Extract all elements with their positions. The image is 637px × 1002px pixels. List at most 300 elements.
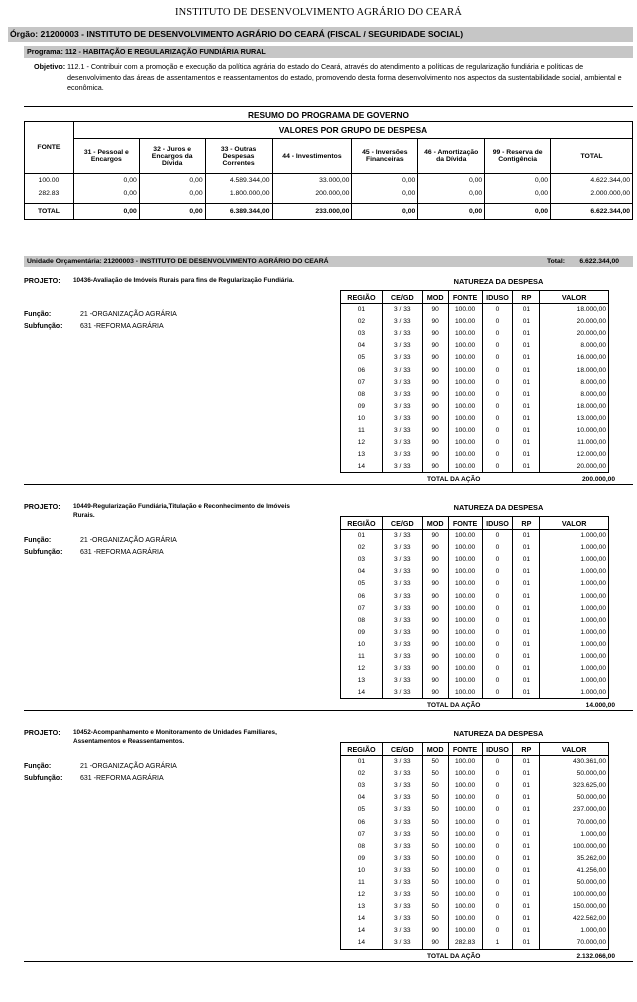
table-cell: 100.00	[448, 340, 482, 352]
table-cell: 01	[513, 352, 540, 364]
table-cell: 02	[341, 768, 383, 780]
table-cell: 50.000,00	[540, 792, 609, 804]
funcao-label: Função:	[24, 763, 52, 770]
table-cell: 3 / 33	[382, 901, 422, 913]
table-cell: 100.00	[448, 626, 482, 638]
projeto-code: 10452	[73, 729, 91, 736]
table-cell: 01	[513, 376, 540, 388]
table-cell: 90	[422, 376, 448, 388]
resumo-value: 2.000.000,00	[551, 188, 633, 200]
table-cell: 100.00	[448, 650, 482, 662]
table-row	[341, 937, 609, 949]
table-cell: 282.83	[448, 937, 482, 949]
table-row	[341, 614, 609, 626]
orgao-header: Órgão: 21200003 - INSTITUTO DE DESENVOLVIMENTO AGRÁRIO DO CEARÁ (FISCAL / SEGURIDADE SOCIAL)	[8, 27, 633, 42]
natureza-column-header: RP	[513, 517, 540, 530]
natureza-column-header: RP	[513, 291, 540, 304]
table-cell: 90	[422, 937, 448, 949]
table-cell: 3 / 33	[382, 792, 422, 804]
resumo-value: 200.000,00	[272, 188, 352, 200]
table-cell: 0	[482, 412, 513, 424]
table-cell: 50	[422, 840, 448, 852]
total-acao-row	[24, 473, 633, 485]
table-cell: 100.00	[448, 590, 482, 602]
table-cell: 04	[341, 566, 383, 578]
resumo-value: 0,00	[139, 188, 205, 200]
funcao-line	[24, 537, 177, 544]
table-cell: 90	[422, 412, 448, 424]
table-row	[341, 304, 609, 316]
table-cell: 1.000,00	[540, 566, 609, 578]
table-cell: 3 / 33	[382, 364, 422, 376]
table-cell: 03	[341, 554, 383, 566]
table-row	[341, 792, 609, 804]
table-cell: 01	[513, 804, 540, 816]
table-cell: 3 / 33	[382, 816, 422, 828]
table-cell: 3 / 33	[382, 614, 422, 626]
table-cell: 0	[482, 852, 513, 864]
table-row	[341, 590, 609, 602]
table-cell: 0	[482, 675, 513, 687]
table-cell: 100.00	[448, 780, 482, 792]
table-cell: 0	[482, 542, 513, 554]
table-cell: 16.000,00	[540, 352, 609, 364]
table-cell: 07	[341, 376, 383, 388]
table-cell: 3 / 33	[382, 388, 422, 400]
projeto-code: 10436	[73, 277, 91, 284]
table-cell: 1.000,00	[540, 602, 609, 614]
resumo-value: 1.800.000,00	[205, 188, 272, 200]
table-cell: 0	[482, 901, 513, 913]
table-cell: 100.00	[448, 542, 482, 554]
table-row	[341, 388, 609, 400]
funcao-label: Função:	[24, 311, 52, 318]
programa-header: Programa: 112 - HABITAÇÃO E REGULARIZAÇÃO FUNDIÁRIA RURAL	[24, 46, 633, 58]
table-cell: 0	[482, 566, 513, 578]
table-cell: 01	[513, 780, 540, 792]
table-cell: 1.000,00	[540, 638, 609, 650]
table-cell: 12.000,00	[540, 449, 609, 461]
table-cell: 01	[513, 852, 540, 864]
table-cell: 01	[513, 590, 540, 602]
table-cell: 90	[422, 316, 448, 328]
table-cell: 90	[422, 578, 448, 590]
table-cell: 01	[513, 889, 540, 901]
table-cell: 90	[422, 424, 448, 436]
table-cell: 01	[513, 792, 540, 804]
resumo-value: 0,00	[73, 174, 139, 188]
table-cell: 0	[482, 889, 513, 901]
table-row	[341, 864, 609, 876]
table-cell: 03	[341, 780, 383, 792]
table-cell: 09	[341, 626, 383, 638]
table-cell: 100.00	[448, 602, 482, 614]
funcao-line	[24, 311, 177, 318]
table-cell: 90	[422, 304, 448, 316]
natureza-title: NATUREZA DA DESPESA	[453, 503, 544, 512]
table-cell: 0	[482, 614, 513, 626]
table-cell: 01	[513, 340, 540, 352]
table-cell: 422.562,00	[540, 913, 609, 925]
table-cell: 100.00	[448, 412, 482, 424]
natureza-title: NATUREZA DA DESPESA	[453, 277, 544, 286]
table-cell: 3 / 33	[382, 449, 422, 461]
subfuncao-label: Subfunção:	[24, 323, 63, 330]
unidade-label: Unidade Orçamentária: 21200003 - INSTITUTO DE DESENVOLVIMENTO AGRÁRIO DO CEARÁ	[27, 258, 329, 265]
table-cell: 3 / 33	[382, 424, 422, 436]
table-cell: 01	[513, 578, 540, 590]
table-cell: 01	[513, 461, 540, 473]
table-cell: 1.000,00	[540, 590, 609, 602]
table-row	[341, 852, 609, 864]
funcao-value: 21 -ORGANIZAÇÃO AGRÁRIA	[80, 311, 177, 318]
resumo-value: 0,00	[418, 188, 485, 200]
table-cell: 50	[422, 913, 448, 925]
table-cell: 3 / 33	[382, 554, 422, 566]
table-cell: 90	[422, 663, 448, 675]
resumo-value: 0,00	[485, 174, 551, 188]
table-cell: 3 / 33	[382, 542, 422, 554]
table-cell: 100.00	[448, 675, 482, 687]
table-row	[341, 925, 609, 937]
table-cell: 3 / 33	[382, 316, 422, 328]
table-cell: 100.00	[448, 554, 482, 566]
table-row	[341, 828, 609, 840]
table-cell: 100.00	[448, 328, 482, 340]
table-cell: 11.000,00	[540, 437, 609, 449]
table-cell: 100.00	[448, 461, 482, 473]
table-cell: 01	[513, 328, 540, 340]
natureza-column-header: REGIÃO	[341, 291, 383, 304]
table-cell: 01	[513, 412, 540, 424]
table-cell: 06	[341, 590, 383, 602]
table-row	[341, 602, 609, 614]
subfuncao-label: Subfunção:	[24, 775, 63, 782]
table-cell: 1.000,00	[540, 614, 609, 626]
resumo-value: 4.622.344,00	[551, 174, 633, 188]
table-cell: 10.000,00	[540, 424, 609, 436]
table-cell: 10	[341, 638, 383, 650]
table-cell: 3 / 33	[382, 876, 422, 888]
table-cell: 3 / 33	[382, 437, 422, 449]
group-title: VALORES POR GRUPO DE DESPESA	[73, 122, 632, 139]
table-cell: 3 / 33	[382, 663, 422, 675]
table-cell: 0	[482, 400, 513, 412]
table-cell: 01	[513, 840, 540, 852]
table-cell: 0	[482, 925, 513, 937]
table-cell: 3 / 33	[382, 687, 422, 699]
table-cell: 12	[341, 663, 383, 675]
table-cell: 0	[482, 364, 513, 376]
table-cell: 100.00	[448, 901, 482, 913]
table-cell: 100.00	[448, 840, 482, 852]
table-cell: 237.000,00	[540, 804, 609, 816]
table-cell: 01	[513, 768, 540, 780]
table-cell: 12	[341, 889, 383, 901]
table-cell: 50	[422, 816, 448, 828]
natureza-title: NATUREZA DA DESPESA	[453, 729, 544, 738]
resumo-table	[24, 121, 633, 220]
total-acao-row	[24, 950, 633, 962]
projeto-title: -Acompanhamento e Monitoramento de Unidades Familiares, Assentamentos e Reassentamentos.	[73, 729, 277, 745]
table-cell: 90	[422, 638, 448, 650]
table-cell: 0	[482, 816, 513, 828]
table-cell: 03	[341, 328, 383, 340]
table-cell: 90	[422, 925, 448, 937]
table-row	[341, 542, 609, 554]
total-acao-value: 14.000,00	[585, 702, 615, 710]
resumo-total-value: 0,00	[73, 204, 139, 220]
table-cell: 50.000,00	[540, 876, 609, 888]
resumo-value: 0,00	[73, 188, 139, 200]
natureza-column-header: REGIÃO	[341, 743, 383, 756]
table-cell: 100.00	[448, 913, 482, 925]
table-cell: 3 / 33	[382, 638, 422, 650]
document-title: INSTITUTO DE DESENVOLVIMENTO AGRÁRIO DO CEARÁ	[175, 7, 462, 18]
resumo-fonte: 100.00	[25, 174, 74, 188]
table-cell: 01	[513, 530, 540, 542]
table-cell: 3 / 33	[382, 937, 422, 949]
table-cell: 100.00	[448, 864, 482, 876]
table-cell: 1.000,00	[540, 663, 609, 675]
table-cell: 90	[422, 542, 448, 554]
subfuncao-line	[24, 323, 164, 330]
table-cell: 41.256,00	[540, 864, 609, 876]
table-cell: 08	[341, 614, 383, 626]
resumo-value: 0,00	[485, 188, 551, 200]
table-cell: 01	[513, 304, 540, 316]
projeto-name	[73, 276, 303, 285]
table-cell: 01	[513, 437, 540, 449]
table-cell: 1.000,00	[540, 687, 609, 699]
table-cell: 1.000,00	[540, 554, 609, 566]
table-cell: 01	[513, 542, 540, 554]
table-cell: 90	[422, 566, 448, 578]
table-cell: 3 / 33	[382, 768, 422, 780]
table-cell: 50.000,00	[540, 768, 609, 780]
table-cell: 100.00	[448, 876, 482, 888]
resumo-value: 0,00	[418, 174, 485, 188]
projeto-label: PROJETO:	[24, 276, 61, 285]
table-cell: 0	[482, 352, 513, 364]
natureza-column-header: MOD	[422, 743, 448, 756]
projeto-label: PROJETO:	[24, 502, 61, 511]
resumo-total-label: TOTAL	[25, 204, 74, 220]
table-cell: 01	[513, 756, 540, 768]
natureza-column-header: MOD	[422, 517, 448, 530]
resumo-value: 4.589.344,00	[205, 174, 272, 188]
natureza-table	[340, 516, 609, 699]
projeto-name	[73, 728, 303, 746]
table-cell: 3 / 33	[382, 412, 422, 424]
unidade-total-value: 6.622.344,00	[579, 258, 619, 265]
table-cell: 07	[341, 828, 383, 840]
natureza-header-row	[341, 743, 609, 756]
table-cell: 90	[422, 340, 448, 352]
table-cell: 100.000,00	[540, 840, 609, 852]
table-cell: 05	[341, 352, 383, 364]
table-cell: 14	[341, 687, 383, 699]
table-cell: 0	[482, 530, 513, 542]
table-cell: 1	[482, 937, 513, 949]
table-row	[341, 461, 609, 473]
table-cell: 100.00	[448, 376, 482, 388]
table-cell: 8.000,00	[540, 340, 609, 352]
resumo-column-header: 32 - Juros e Encargos da Dívida	[139, 139, 205, 174]
natureza-column-header: CE/GD	[382, 517, 422, 530]
table-cell: 0	[482, 864, 513, 876]
table-cell: 06	[341, 816, 383, 828]
table-cell: 3 / 33	[382, 675, 422, 687]
table-row	[341, 554, 609, 566]
table-cell: 0	[482, 424, 513, 436]
natureza-table	[340, 742, 609, 950]
table-cell: 90	[422, 388, 448, 400]
table-cell: 90	[422, 400, 448, 412]
table-cell: 0	[482, 449, 513, 461]
table-row	[341, 768, 609, 780]
resumo-row	[25, 174, 633, 188]
table-row	[341, 566, 609, 578]
table-cell: 0	[482, 554, 513, 566]
table-cell: 11	[341, 650, 383, 662]
table-cell: 0	[482, 876, 513, 888]
table-row	[341, 840, 609, 852]
resumo-column-header: 44 - Investimentos	[272, 139, 352, 174]
table-row	[341, 687, 609, 699]
resumo-row	[25, 188, 633, 200]
projeto-title: -Regularização Fundiária,Titulação e Reconhecimento de Imóveis Rurais.	[73, 503, 290, 519]
table-cell: 14	[341, 461, 383, 473]
table-cell: 04	[341, 340, 383, 352]
table-cell: 0	[482, 828, 513, 840]
table-cell: 50	[422, 876, 448, 888]
table-cell: 01	[341, 756, 383, 768]
table-row	[341, 889, 609, 901]
table-cell: 100.00	[448, 304, 482, 316]
resumo-total-value: 0,00	[485, 204, 551, 220]
table-cell: 3 / 33	[382, 780, 422, 792]
resumo-value: 33.000,00	[272, 174, 352, 188]
table-cell: 3 / 33	[382, 828, 422, 840]
table-cell: 0	[482, 768, 513, 780]
table-cell: 50	[422, 804, 448, 816]
subfuncao-value: 631 -REFORMA AGRÁRIA	[80, 775, 164, 782]
table-cell: 01	[513, 638, 540, 650]
unidade-total-label: Total:	[547, 258, 565, 265]
table-cell: 1.000,00	[540, 542, 609, 554]
table-cell: 14	[341, 913, 383, 925]
table-cell: 04	[341, 792, 383, 804]
table-row	[341, 449, 609, 461]
subfuncao-line	[24, 775, 164, 782]
resumo-total-value: 0,00	[418, 204, 485, 220]
funcao-line	[24, 763, 177, 770]
table-cell: 8.000,00	[540, 376, 609, 388]
table-cell: 430.361,00	[540, 756, 609, 768]
table-cell: 50	[422, 889, 448, 901]
table-cell: 0	[482, 590, 513, 602]
table-cell: 0	[482, 913, 513, 925]
table-row	[341, 530, 609, 542]
table-cell: 100.000,00	[540, 889, 609, 901]
table-cell: 0	[482, 340, 513, 352]
table-cell: 3 / 33	[382, 578, 422, 590]
table-cell: 0	[482, 792, 513, 804]
table-cell: 100.00	[448, 316, 482, 328]
table-row	[341, 804, 609, 816]
total-acao-label: TOTAL DA AÇÃO	[427, 702, 481, 710]
table-cell: 01	[513, 864, 540, 876]
resumo-value: 0,00	[352, 188, 418, 200]
table-row	[341, 424, 609, 436]
projeto-name	[73, 502, 303, 520]
table-cell: 3 / 33	[382, 864, 422, 876]
table-row	[341, 400, 609, 412]
table-cell: 0	[482, 638, 513, 650]
table-row	[341, 913, 609, 925]
table-cell: 08	[341, 388, 383, 400]
table-cell: 90	[422, 328, 448, 340]
table-cell: 3 / 33	[382, 376, 422, 388]
resumo-total-value: 0,00	[139, 204, 205, 220]
table-cell: 0	[482, 461, 513, 473]
table-row	[341, 675, 609, 687]
resumo-total-value: 6.622.344,00	[551, 204, 633, 220]
table-cell: 10	[341, 412, 383, 424]
table-cell: 0	[482, 663, 513, 675]
table-cell: 3 / 33	[382, 590, 422, 602]
table-cell: 05	[341, 578, 383, 590]
table-cell: 100.00	[448, 352, 482, 364]
table-row	[341, 376, 609, 388]
table-cell: 13	[341, 675, 383, 687]
table-row	[341, 364, 609, 376]
fonte-header: FONTE	[25, 122, 74, 174]
natureza-column-header: IDUSO	[482, 291, 513, 304]
table-cell: 50	[422, 756, 448, 768]
table-row	[341, 650, 609, 662]
table-cell: 3 / 33	[382, 328, 422, 340]
total-acao-row	[24, 699, 633, 711]
table-cell: 09	[341, 400, 383, 412]
natureza-column-header: RP	[513, 743, 540, 756]
table-cell: 1.000,00	[540, 828, 609, 840]
table-cell: 0	[482, 780, 513, 792]
table-cell: 0	[482, 626, 513, 638]
table-cell: 100.00	[448, 530, 482, 542]
table-cell: 3 / 33	[382, 889, 422, 901]
table-cell: 01	[513, 554, 540, 566]
table-cell: 50	[422, 864, 448, 876]
table-cell: 90	[422, 675, 448, 687]
table-cell: 01	[513, 388, 540, 400]
table-cell: 90	[422, 614, 448, 626]
table-cell: 0	[482, 376, 513, 388]
table-cell: 13.000,00	[540, 412, 609, 424]
table-cell: 100.00	[448, 437, 482, 449]
table-cell: 05	[341, 804, 383, 816]
total-acao-label: TOTAL DA AÇÃO	[427, 476, 481, 484]
table-cell: 1.000,00	[540, 578, 609, 590]
table-cell: 01	[341, 530, 383, 542]
resumo-total-value: 0,00	[352, 204, 418, 220]
table-cell: 90	[422, 461, 448, 473]
table-row	[341, 352, 609, 364]
table-cell: 50	[422, 780, 448, 792]
table-cell: 1.000,00	[540, 530, 609, 542]
resumo-column-header: TOTAL	[551, 139, 633, 174]
